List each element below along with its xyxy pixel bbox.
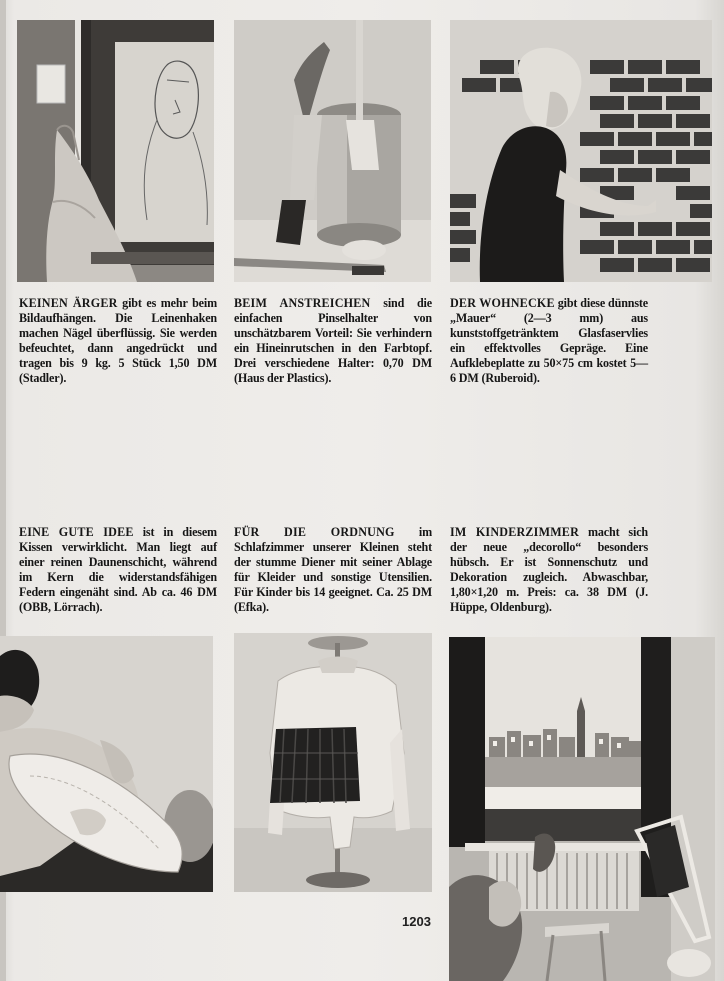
caption-brush-holder	[234, 296, 432, 385]
caption-body: gibt diese dünnste „Mauer“ (2—3 mm) aus kunststoffgetränktem Glasfaservlies ein effektvolles Gepräge. Eine Aufklebeplatte zu 50×75 cm kostet 5—6 DM (Ruberoid).	[450, 296, 648, 385]
caption-lead: KEINEN ÄRGER	[19, 296, 118, 310]
caption-valet-stand	[234, 525, 432, 614]
caption-pillow	[19, 525, 217, 614]
caption-body: ist in diesem Kissen verwirklicht. Man liegt auf einer reinen Daunenschicht, während im Kern die widerstandsfähigen Federn eingenäht sind. Ab ca. 46 DM (OBB, Lörrach).	[19, 525, 217, 614]
photo-picture-hanging	[17, 20, 214, 282]
page-number: 1203	[402, 914, 431, 929]
caption-nursery-blind	[450, 525, 648, 614]
caption-lead: DER WOHNECKE	[450, 296, 555, 310]
photo-pillow	[0, 636, 213, 892]
photo-brush-holder	[234, 20, 431, 282]
caption-lead: EINE GUTE IDEE	[19, 525, 134, 539]
caption-brick-wall	[450, 296, 648, 385]
caption-body: sind die einfachen Pinselhalter von unschätzbarem Vorteil: Sie verhindern ein Hineinrutschen in den Farbtopf. Drei verschiedene Halter: 0,70 DM (Haus der Plastics).	[234, 296, 432, 385]
caption-lead: BEIM ANSTREICHEN	[234, 296, 371, 310]
caption-body: gibt es mehr beim Bildaufhängen. Die Leinenhaken machen Nägel überflüssig. Sie werden befeuchtet, dann angedrückt und tragen bis 9 kg. 5 Stück 1,50 DM (Stadler).	[19, 296, 217, 385]
caption-lead: IM KINDERZIMMER	[450, 525, 580, 539]
photo-brick-wall	[450, 20, 712, 282]
photo-valet-stand	[234, 633, 432, 892]
caption-body: macht sich der neue „decorollo“ besonders hübsch. Er ist Sonnenschutz und Dekoration zugleich. Abwaschbar, 1,80×1,20 m. Preis: ca. 38 DM (J. Hüppe, Oldenburg).	[450, 525, 648, 614]
caption-lead: FÜR DIE ORDNUNG	[234, 525, 395, 539]
caption-picture-hanging	[19, 296, 217, 385]
caption-body: im Schlafzimmer unserer Kleinen steht der stumme Diener mit seiner Ablage für Kleider und sonstige Utensilien. Für Kinder bis 14 geeignet. Ca. 25 DM (Efka).	[234, 525, 432, 614]
photo-nursery-window	[449, 637, 715, 981]
